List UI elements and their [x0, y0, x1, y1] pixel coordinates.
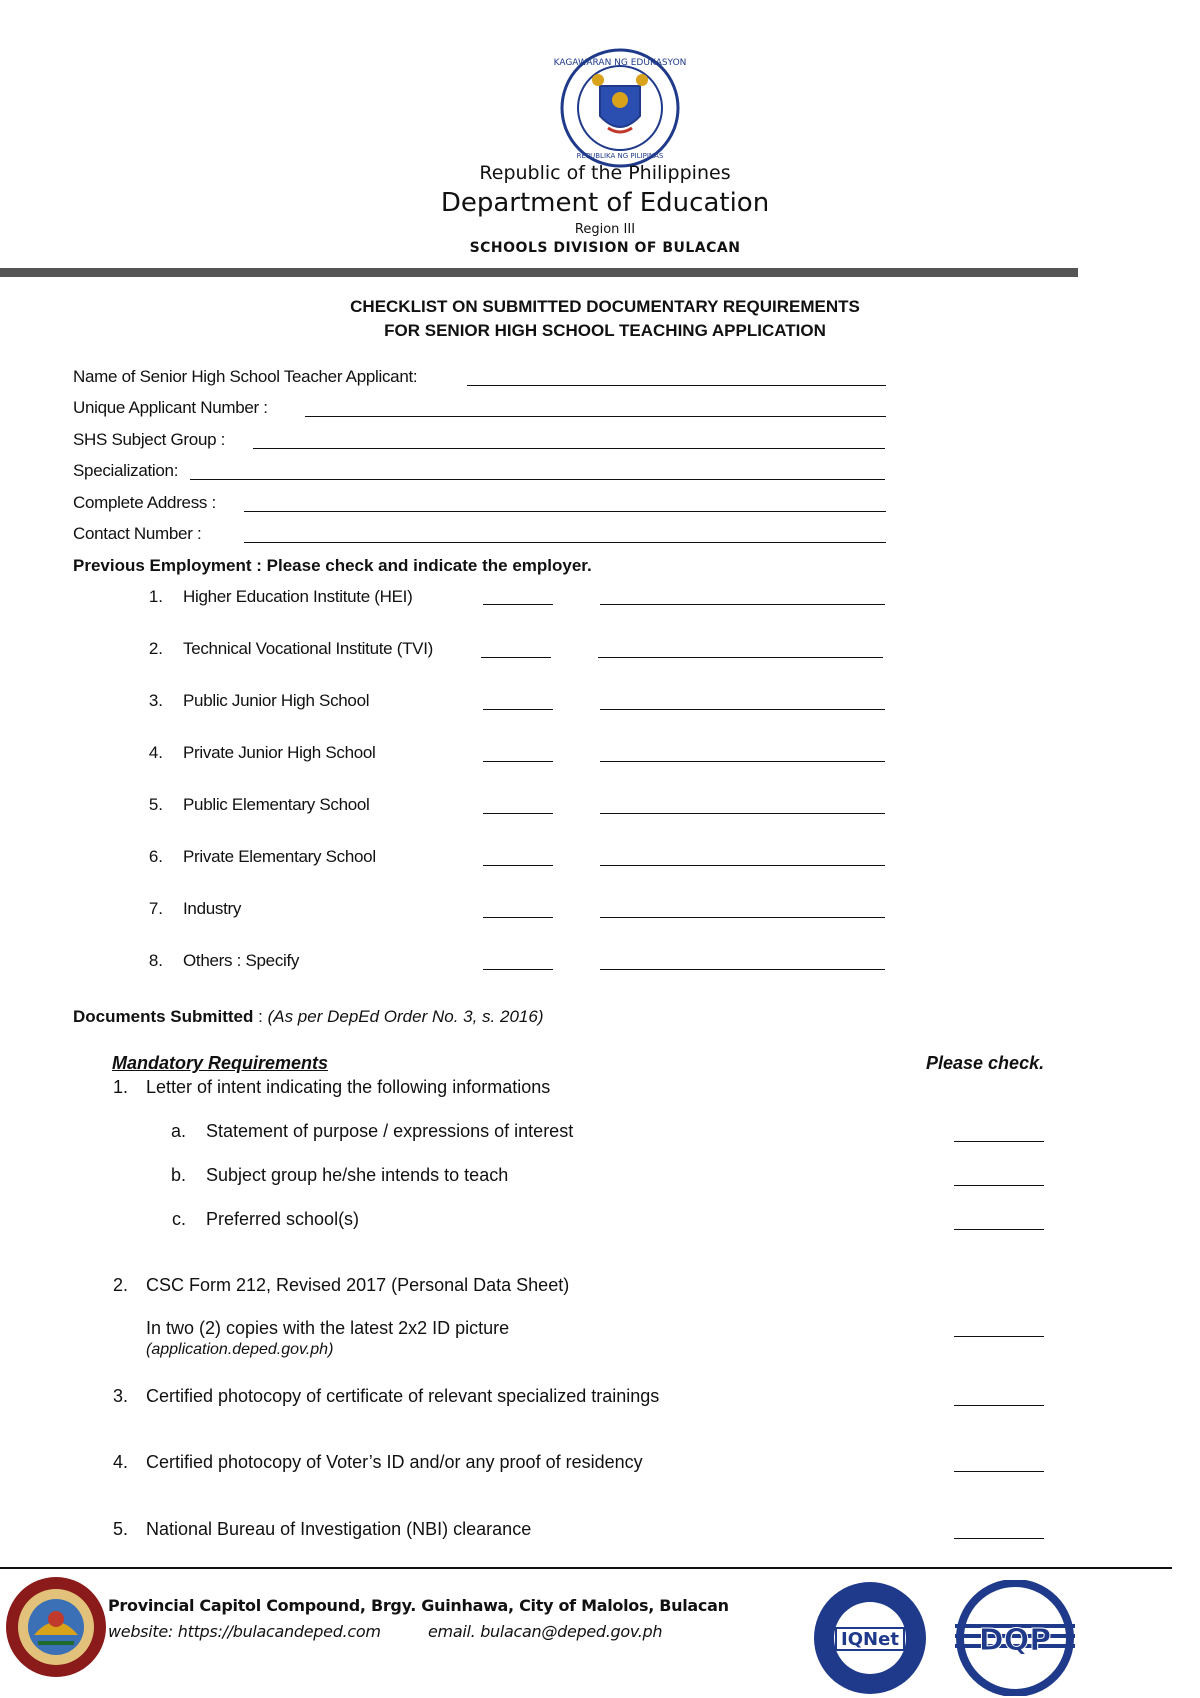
requirement-number: 3. — [112, 1386, 128, 1406]
documents-submitted-heading-row — [73, 1007, 543, 1027]
requirement-check-field[interactable] — [954, 1336, 1044, 1337]
employment-check-field[interactable] — [483, 709, 553, 710]
employment-item-label: Private Elementary School — [183, 847, 376, 866]
schools-division-bulacan-logo — [4, 1575, 108, 1679]
employment-check-field[interactable] — [483, 761, 553, 762]
sub-requirement-letter: b. — [170, 1165, 186, 1185]
footer-address: Provincial Capitol Compound, Brgy. Guinhawa, City of Malolos, Bulacan — [108, 1596, 729, 1615]
please-check-heading: Please check. — [926, 1053, 1045, 1073]
employment-item-number: 6. — [148, 847, 163, 866]
unique-applicant-number-field[interactable] — [305, 416, 886, 417]
documents-submitted-separator: : — [253, 1007, 268, 1026]
requirement-text: National Bureau of Investigation (NBI) clearance — [146, 1519, 532, 1539]
employment-item-label: Industry — [183, 899, 242, 918]
sub-requirement-text: Statement of purpose / expressions of interest — [206, 1121, 574, 1141]
contact-number-field[interactable] — [244, 542, 886, 543]
documents-submitted-note: (As per DepEd Order No. 3, s. 2016) — [267, 1007, 544, 1026]
employer-name-field[interactable] — [600, 604, 885, 605]
iqnet-certified-logo — [812, 1580, 928, 1696]
sub-requirement-letter: c. — [171, 1209, 186, 1229]
dqp-quality-management-logo — [945, 1580, 1085, 1696]
requirement-number: 4. — [112, 1452, 128, 1472]
requirement-text: Certified photocopy of certificate of relevant specialized trainings — [146, 1386, 660, 1406]
document-title-line-1: CHECKLIST ON SUBMITTED DOCUMENTARY REQUIREMENTS — [350, 297, 860, 316]
employment-item-number: 2. — [148, 639, 163, 658]
employment-item-number: 1. — [148, 587, 163, 606]
requirement-check-field[interactable] — [954, 1185, 1044, 1186]
footer-divider — [0, 1567, 1172, 1569]
requirement-check-field[interactable] — [954, 1471, 1044, 1472]
employment-item-label: Technical Vocational Institute (TVI) — [183, 639, 433, 658]
employment-item-label: Higher Education Institute (HEI) — [183, 587, 413, 606]
division-heading: SCHOOLS DIVISION OF BULACAN — [469, 240, 741, 256]
employment-item-number: 4. — [148, 743, 163, 762]
employer-name-field[interactable] — [600, 813, 885, 814]
employment-check-field[interactable] — [483, 813, 553, 814]
specialization-field[interactable] — [190, 479, 885, 480]
seal-text-top: KAGAWARAN NG EDUKASYON — [553, 58, 687, 68]
footer-email[interactable]: email. bulacan@deped.gov.ph — [428, 1622, 663, 1641]
employer-name-field[interactable] — [598, 657, 883, 658]
requirement-number: 2. — [112, 1275, 128, 1295]
header-divider — [0, 268, 1078, 277]
field-label-contact-number: Contact Number : — [73, 524, 202, 543]
employment-item-label: Private Junior High School — [183, 743, 376, 762]
employment-item-number: 5. — [148, 795, 163, 814]
employer-name-field[interactable] — [600, 761, 885, 762]
field-label-complete-address: Complete Address : — [73, 493, 216, 512]
document-title-line-2: FOR SENIOR HIGH SCHOOL TEACHING APPLICATION — [384, 321, 826, 340]
deped-seal-logo — [548, 48, 692, 168]
employment-check-field[interactable] — [483, 917, 553, 918]
republic-heading: Republic of the Philippines — [479, 162, 731, 184]
employment-check-field[interactable] — [481, 657, 551, 658]
complete-address-field[interactable] — [244, 511, 886, 512]
employer-name-field[interactable] — [600, 917, 885, 918]
sub-requirement-text: Subject group he/she intends to teach — [206, 1165, 509, 1185]
seal-text-bottom: REPUBLIKA NG PILIPINAS — [576, 152, 664, 160]
requirement-text: Certified photocopy of Voter’s ID and/or any proof of residency — [146, 1452, 643, 1472]
iqnet-logo-text: IQNet — [841, 1629, 899, 1650]
requirement-detail-link: (application.deped.gov.ph) — [146, 1341, 334, 1358]
sub-requirement-text: Preferred school(s) — [206, 1209, 360, 1229]
subject-group-field[interactable] — [253, 448, 885, 449]
employment-item-number: 8. — [148, 951, 163, 970]
field-label-unique-applicant-number: Unique Applicant Number : — [73, 398, 268, 417]
applicant-name-field[interactable] — [467, 385, 886, 386]
employment-check-field[interactable] — [483, 865, 553, 866]
previous-employment-heading: Previous Employment : Please check and indicate the employer. — [73, 556, 592, 575]
sub-requirement-letter: a. — [170, 1121, 186, 1141]
documents-submitted-heading: Documents Submitted — [73, 1007, 254, 1026]
employment-check-field[interactable] — [483, 969, 553, 970]
employment-check-field[interactable] — [483, 604, 553, 605]
mandatory-requirements-heading: Mandatory Requirements — [112, 1053, 329, 1073]
requirement-number: 5. — [112, 1519, 128, 1539]
field-label-specialization: Specialization: — [73, 461, 179, 480]
employer-name-field[interactable] — [600, 865, 885, 866]
employment-item-label: Others : Specify — [183, 951, 300, 970]
field-label-applicant-name: Name of Senior High School Teacher Applicant: — [73, 367, 418, 386]
requirement-check-field[interactable] — [954, 1405, 1044, 1406]
employer-name-field[interactable] — [600, 709, 885, 710]
requirement-check-field[interactable] — [954, 1141, 1044, 1142]
employment-item-label: Public Elementary School — [183, 795, 370, 814]
requirement-text: Letter of intent indicating the following informations — [146, 1077, 551, 1097]
employer-name-field[interactable] — [600, 969, 885, 970]
field-label-subject-group: SHS Subject Group : — [73, 430, 226, 449]
department-heading: Department of Education — [440, 188, 770, 218]
requirement-check-field[interactable] — [954, 1538, 1044, 1539]
requirement-check-field[interactable] — [954, 1229, 1044, 1230]
employment-item-number: 7. — [148, 899, 163, 918]
region-heading: Region III — [574, 222, 636, 237]
employment-item-number: 3. — [148, 691, 163, 710]
requirement-detail: In two (2) copies with the latest 2x2 ID picture — [146, 1318, 510, 1338]
footer-website[interactable]: website: https://bulacandeped.com — [108, 1622, 381, 1641]
employment-item-label: Public Junior High School — [183, 691, 370, 710]
dqp-logo-text: DQP — [978, 1623, 1052, 1658]
requirement-text: CSC Form 212, Revised 2017 (Personal Data Sheet) — [146, 1275, 570, 1295]
requirement-number: 1. — [112, 1077, 128, 1097]
